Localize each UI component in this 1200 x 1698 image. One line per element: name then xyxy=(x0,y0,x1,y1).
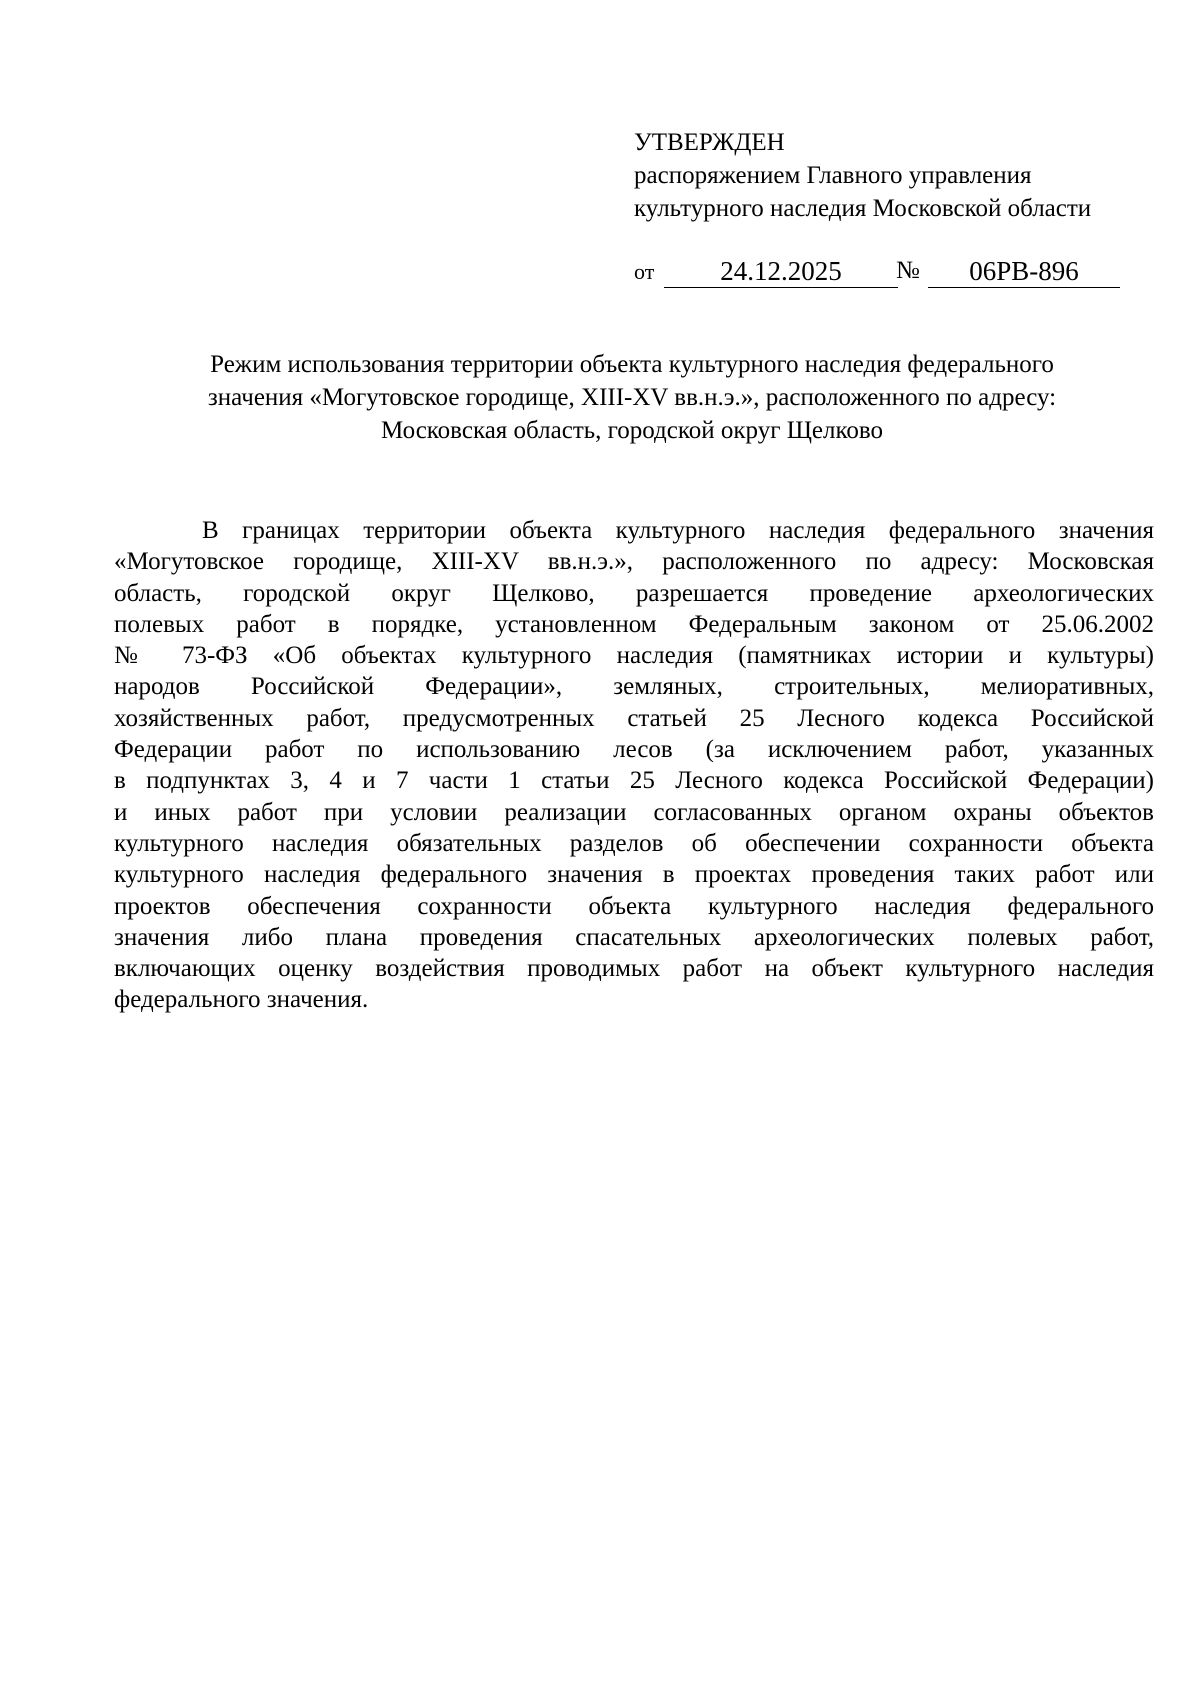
document-body xyxy=(114,515,1154,1016)
body-line: народов Российской Федерации», земляных, строительных, мелиоративных, xyxy=(114,673,1154,701)
body-line: федерального значения. xyxy=(114,986,369,1014)
body-line: «Могутовское городище, XIII-XV вв.н.э.», расположенного по адресу: Московская xyxy=(114,548,1154,576)
order-date-field: 24.12.2025 xyxy=(664,255,898,288)
body-line: и иных работ при условии реализации согласованных органом охраны объектов xyxy=(114,798,1154,826)
body-line: значения либо плана проведения спасательных археологических полевых работ, xyxy=(114,923,1154,951)
title-line: значения «Могутовское городище, XIII-XV вв.н.э.», расположенного по адресу: xyxy=(207,384,1057,411)
date-label: от xyxy=(634,259,655,284)
approval-block xyxy=(634,126,1154,225)
body-line: в подпунктах 3, 4 и 7 части 1 статьи 25 Лесного кодекса Российской Федерации) xyxy=(114,767,1154,795)
document-title xyxy=(110,348,1154,447)
body-line: область, городской округ Щелково, разрешается проведение археологических xyxy=(114,579,1154,607)
body-line: культурного наследия обязательных разделов об обеспечении сохранности объекта xyxy=(114,829,1154,857)
title-line: Московская область, городской округ Щелково xyxy=(380,417,883,444)
order-number-field: 06РВ-896 xyxy=(928,255,1120,288)
body-line: полевых работ в порядке, установленном Федеральным законом от 25.06.2002 xyxy=(114,610,1154,638)
number-label: № xyxy=(896,257,920,284)
body-line: проектов обеспечения сохранности объекта культурного наследия федерального xyxy=(114,892,1154,920)
approval-heading: УТВЕРЖДЕН xyxy=(634,129,785,156)
body-line: хозяйственных работ, предусмотренных статьей 25 Лесного кодекса Российской xyxy=(114,704,1154,732)
body-line: № 73-ФЗ «Об объектах культурного наследия (памятниках истории и культуры) xyxy=(114,642,1154,670)
order-date-number-row xyxy=(634,248,1154,288)
body-line: В границах территории объекта культурного наследия федерального значения xyxy=(202,517,1154,544)
body-line: Федерации работ по использованию лесов (за исключением работ, указанных xyxy=(114,736,1154,764)
title-line: Режим использования территории объекта культурного наследия федерального xyxy=(210,351,1054,378)
approval-line: культурного наследия Московской области xyxy=(634,195,1092,222)
body-line: культурного наследия федерального значения в проектах проведения таких работ или xyxy=(114,861,1154,889)
body-line: включающих оценку воздействия проводимых работ на объект культурного наследия xyxy=(114,955,1154,983)
approval-line: распоряжением Главного управления xyxy=(634,162,1032,189)
